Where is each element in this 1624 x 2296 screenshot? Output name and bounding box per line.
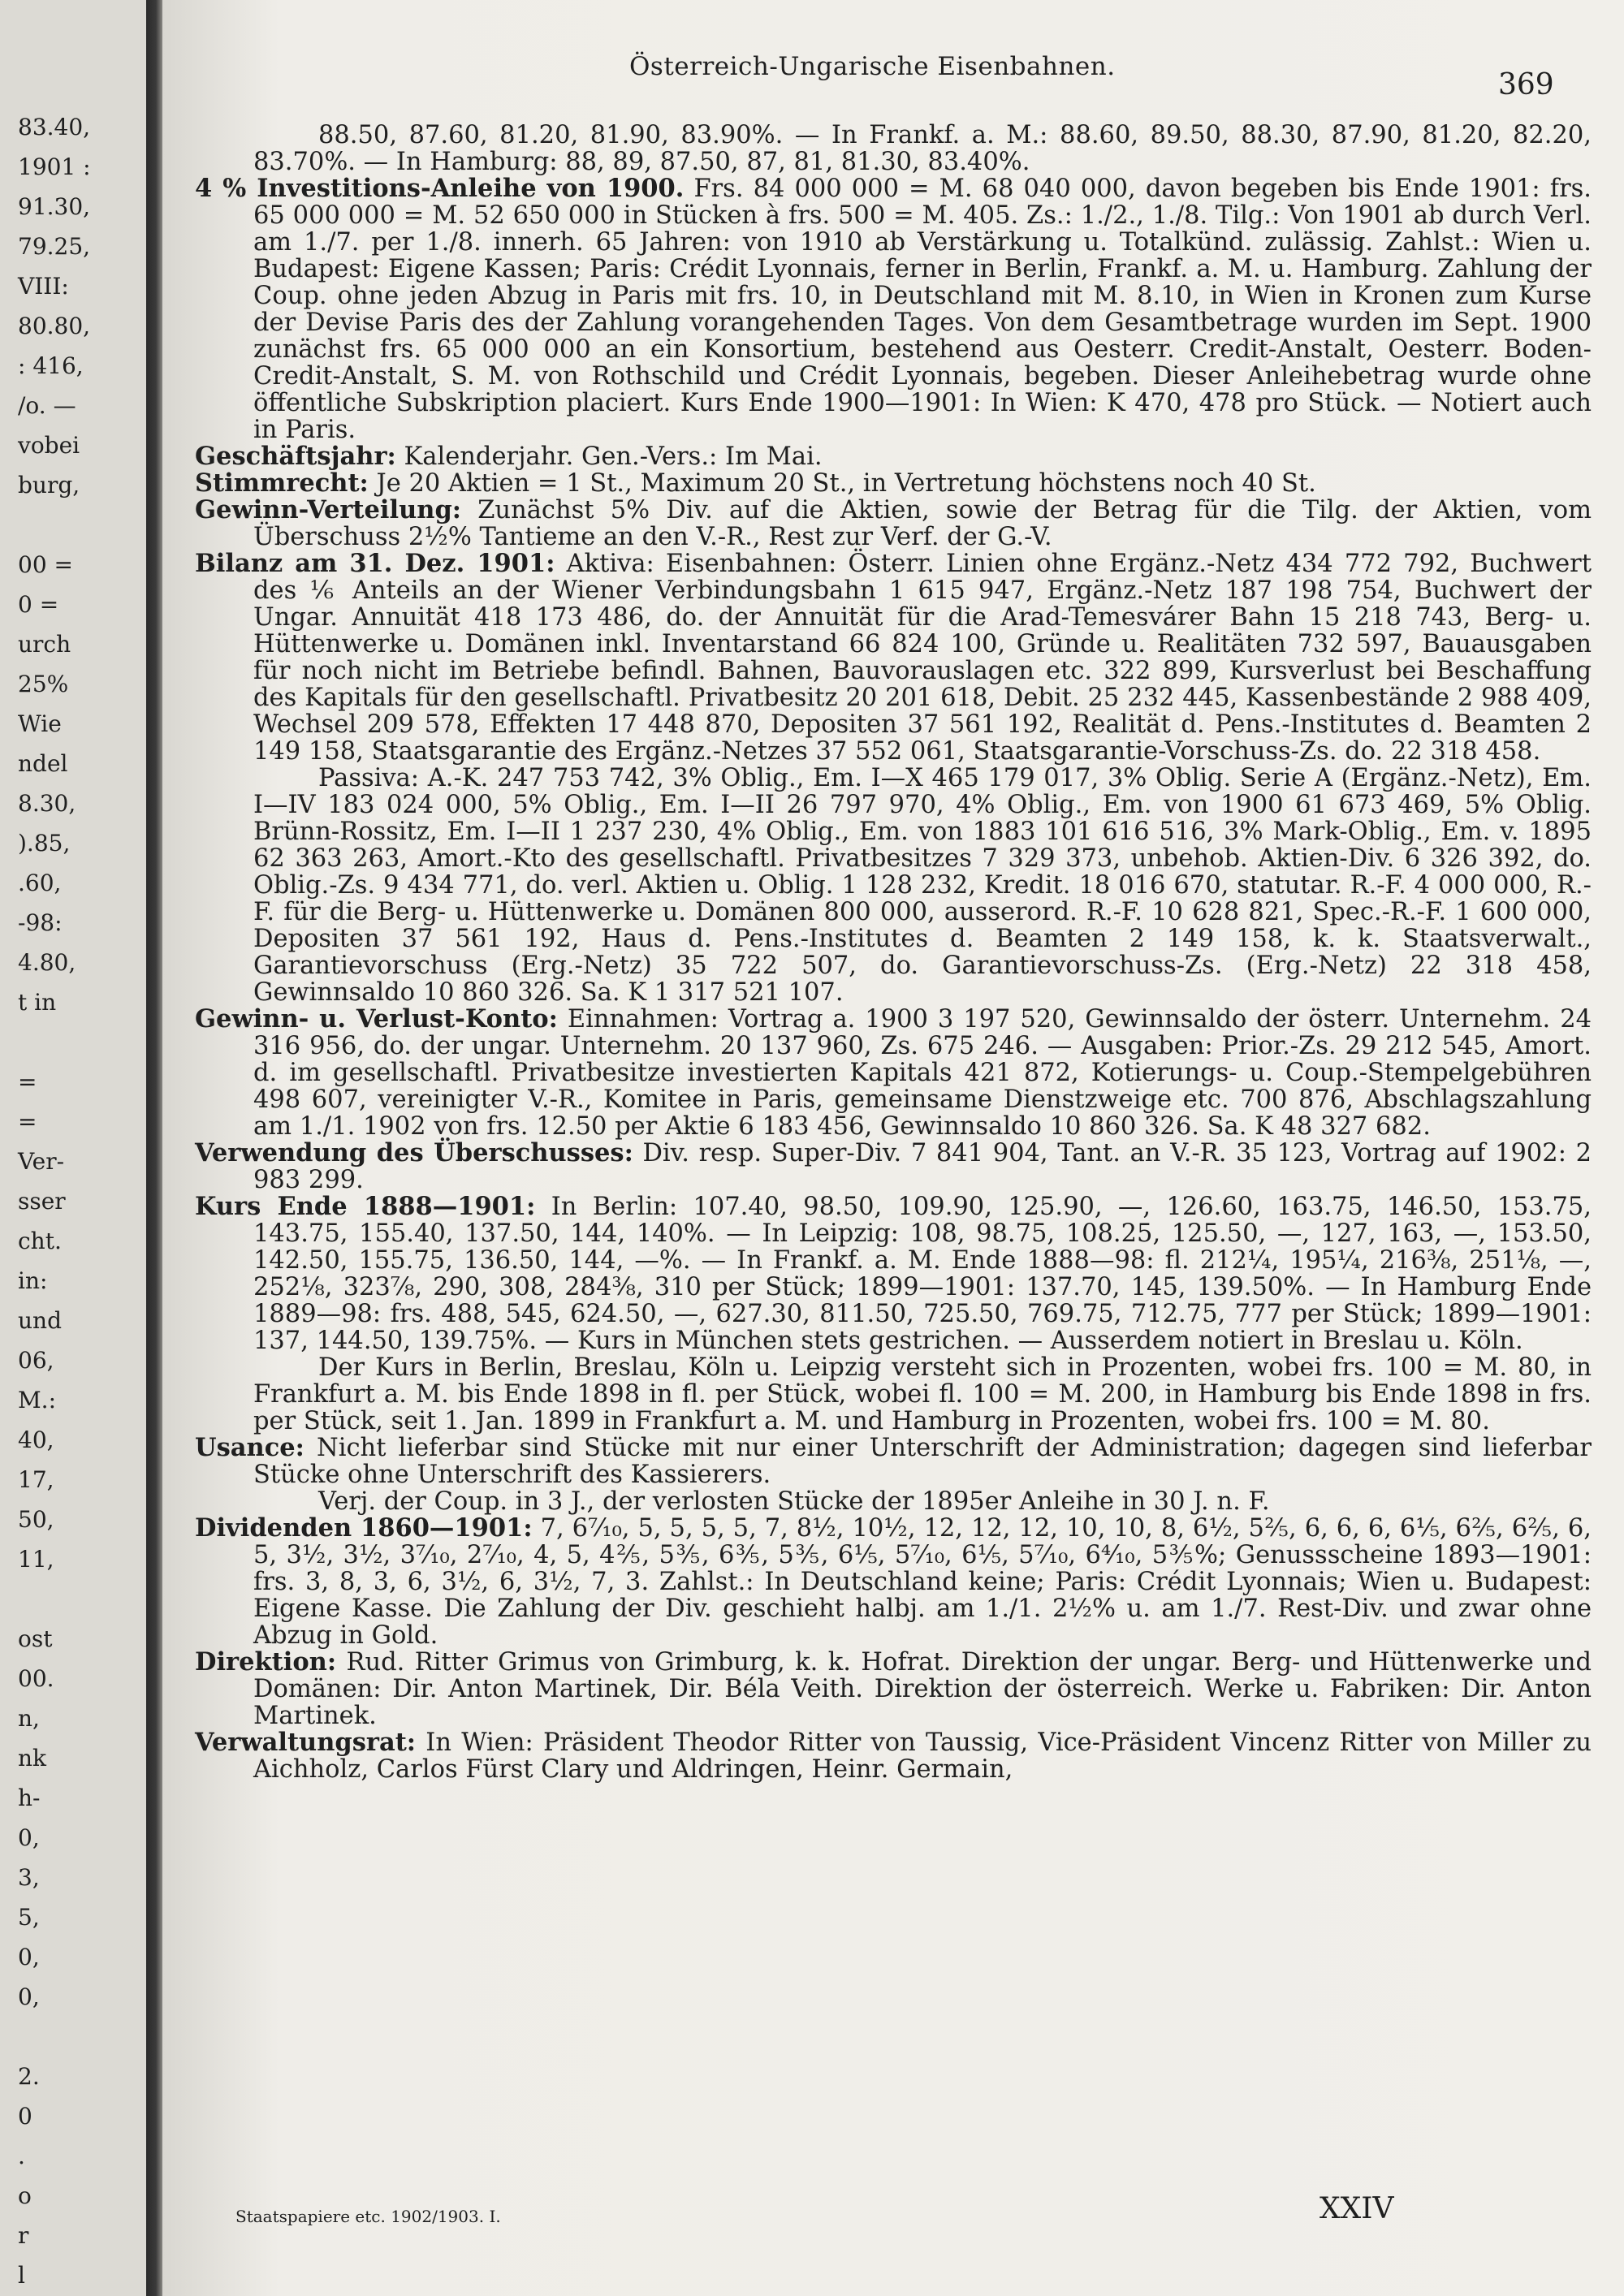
gutter-fragment: ).85, [18, 830, 71, 857]
paragraph-heading: Gewinn- u. Verlust-Konto: [195, 1004, 558, 1034]
gutter-fragment: burg, [18, 472, 80, 498]
paragraph-heading: Verwaltungsrat: [195, 1728, 417, 1757]
paragraph [195, 1193, 1592, 1354]
gutter-fragment: 5, [18, 1904, 40, 1931]
paragraph-text: Aktiva: Eisenbahnen: Österr. Linien ohne Ergänz.-Netz 434 772 792, Buchwert des ⅙ Anteils an der Wiener Verbindungsbahn 1 615 947, Ergänz.-Netz 187 198 754, Buchwert der Ungar. Annuität 418 173 486, do. der Annuität für die Arad-Temesvárer Bahn 15 218 743, Berg- u. Hüttenwerke u. Domänen inkl. Inventarstand 66 824 100, Gründe u. Realitäten 732 597, Bauausgaben für noch nicht im Betriebe befindl. Bahnen, Bauvorauslagen etc. 322 899, Kursverlust bei Beschaffung des Kapitals für den gesellschaftl. Privatbesitz 20 201 618, Debit. 25 232 445, Kassenbestände 2 988 409, Wechsel 209 578, Effekten 17 448 870, Depositen 37 561 192, Realität d. Pens.-Institutes d. Beamten 2 149 158, Staatsgarantie des Ergänz.-Netzes 37 552 061, Staatsgarantie-Vorschuss-Zs. do. 22 318 458. [253, 550, 1592, 766]
page-number: 369 [1498, 68, 1554, 101]
paragraph-text: Rud. Ritter Grimus von Grimburg, k. k. Hofrat. Direktion der ungar. Berg- und Hüttenwerke und Domänen: Dir. Anton Martinek, Dir. Béla Veith. Direktion der österreich. Werke u. Fabriken: Dir. Anton Martinek. [253, 1648, 1592, 1730]
paragraph-text: Div. resp. Super-Div. 7 841 904, Tant. an V.-R. 35 123, Vortrag auf 1902: 2 983 299. [253, 1139, 1592, 1194]
gutter-fragment: sser [18, 1188, 66, 1215]
gutter-fragment: 1901 : [18, 153, 91, 180]
paragraph-text: In Berlin: 107.40, 98.50, 109.90, 125.90, —, 126.60, 163.75, 146.50, 153.75, 143.75, 155.40, 137.50, 144, 140%. — In Leipzig: 108, 98.75, 108.25, 125.50, —, 127, 163, —, 153.50, 142.50, 155.75, 136.50, 144, —%. — In Frankf. a. M. Ende 1888—98: fl. 212¼, 195¼, 216⅜, 251⅛, —, 252⅛, 323⅞, 290, 308, 284⅜, 310 per Stück; 1899—1901: 137.70, 145, 139.50%. — In Hamburg Ende 1889—98: frs. 488, 545, 624.50, —, 627.30, 811.50, 725.50, 769.75, 712.75, 777 per Stück; 1899—1901: 137, 144.50, 139.75%. — Kurs in München stets gestrichen. — Ausserdem notiert in Breslau u. Köln. [253, 1193, 1592, 1355]
paragraph-text: Nicht lieferbar sind Stücke mit nur einer Unterschrift der Administration; dagegen sind lieferbar Stücke ohne Unterschrift des Kassierers. [253, 1434, 1592, 1489]
running-head: Österreich-Ungarische Eisenbahnen. [629, 52, 1116, 81]
gutter-fragment: 4.80, [18, 949, 76, 976]
gutter-fragment: 0 [18, 2103, 32, 2130]
gutter-fragment: -98: [18, 909, 63, 936]
paragraph [195, 1140, 1592, 1193]
gutter-fragment: nk [18, 1745, 46, 1772]
gutter-fragment: 00 = [18, 551, 73, 578]
paragraph-text: Einnahmen: Vortrag a. 1900 3 197 520, Gewinnsaldo der österr. Unternehm. 24 316 956, do. der ungar. Unternehm. 20 137 960, Zs. 675 246. — Ausgaben: Prior.-Zs. 29 212 545, Amort. d. im gesellschaftl. Privatbesitze investierten Kapitals 421 872, Kotierungs- u. Coup.-Stempelgebühren 498 607, vereinigter V.-R., Komitee in Paris, gemeinsame Dienstzweige etc. 700 876, Abschlagszahlung am 1./1. 1902 von frs. 12.50 per Aktie 6 183 456, Gewinnsaldo 10 860 326. Sa. K 48 327 682. [253, 1005, 1592, 1141]
gutter-fragment: 0, [18, 1983, 40, 2010]
gutter-fragment: 00. [18, 1665, 54, 1692]
paragraph-text: Verj. der Coup. in 3 J., der verlosten Stücke der 1895er Anleihe in 30 J. n. F. [318, 1487, 1270, 1516]
gutter-fragment: = [18, 1068, 37, 1095]
paragraph-heading: Stimmrecht: [195, 468, 369, 498]
paragraph-heading: Usance: [195, 1433, 304, 1462]
gutter-fragment: Ver- [18, 1148, 65, 1175]
paragraph-text: Zunächst 5% Div. auf die Aktien, sowie der Betrag für die Tilg. der Aktien, vom Überschuss 2½% Tantieme an den V.-R., Rest zur Verf. der G.-V. [253, 496, 1592, 551]
paragraph-text: In Wien: Präsident Theodor Ritter von Taussig, Vice-Präsident Vincenz Ritter von Miller zu Aichholz, Carlos Fürst Clary und Aldringen, Heinr. Germain, [253, 1728, 1592, 1784]
paragraph [195, 1649, 1592, 1729]
text-body [195, 122, 1592, 1783]
gutter-fragment: 0 = [18, 591, 59, 618]
paragraph [195, 470, 1592, 497]
page-footer [235, 2192, 1583, 2241]
gutter-fragment: 40, [18, 1426, 54, 1453]
gutter-fragment: vobei [18, 432, 80, 459]
gutter-fragment: Wie [18, 710, 62, 737]
paragraph [195, 1515, 1592, 1649]
gutter-fragment: l [18, 2262, 25, 2289]
paragraph-heading: Kurs Ende 1888—1901: [195, 1192, 536, 1221]
gutter-fragment: o [18, 2182, 32, 2209]
paragraph-text: Der Kurs in Berlin, Breslau, Köln u. Leipzig versteht sich in Prozenten, wobei frs. 100 = M. 80, in Frankfurt a. M. bis Ende 1898 in fl. per Stück, wobei fl. 100 = M. 200, in Hamburg bis Ende 1898 in frs. per Stück, seit 1. Jan. 1899 in Frankfurt a. M. und Hamburg in Prozenten, wobei frs. 100 = M. 80. [253, 1353, 1592, 1435]
gutter-fragment: : 416, [18, 352, 84, 379]
paragraph-text: Frs. 84 000 000 = M. 68 040 000, davon begeben bis Ende 1901: frs. 65 000 000 = M. 52 650 000 in Stücken à frs. 500 = M. 405. Zs.: 1./2., 1./8. Tilg.: Von 1901 ab durch Verl. am 1./7. per 1./8. innerh. 65 Jahren: von 1910 ab Verstärkung u. Totalkünd. zulässig. Zahlst.: Wien u. Budapest: Eigene Kassen; Paris: Crédit Lyonnais, ferner in Berlin, Frankf. a. M. u. Hamburg. Zahlung der Coup. ohne jeden Abzug in Paris mit frs. 10, in Deutschland mit M. 8.10, in Wien in Kronen zum Kurse der Devise Paris des der Zahlung vorangehenden Tages. Von dem Gesamtbetrage wurden im Sept. 1900 zunächst frs. 65 000 000 an ein Konsortium, bestehend aus Oesterr. Credit-Anstalt, Oesterr. Boden-Credit-Anstalt, S. M. von Rothschild und Crédit Lyonnais, begeben. Dieser Anleihebetrag wurde ohne öffentliche Subskription placiert. Kurs Ende 1900—1901: In Wien: K 470, 478 pro Stück. — Notiert auch in Paris. [253, 175, 1592, 444]
gutter-fragment: ndel [18, 750, 68, 777]
gutter-fragment: 3, [18, 1864, 40, 1891]
paragraph [195, 122, 1592, 175]
gutter-fragment: = [18, 1108, 37, 1135]
paragraph-heading: Gewinn-Verteilung: [195, 495, 462, 524]
gutter-fragment: 83.40, [18, 114, 91, 140]
gutter-fragment: 17, [18, 1466, 54, 1493]
gutter-fragment: 11, [18, 1546, 54, 1573]
gutter-fragment: n, [18, 1705, 40, 1732]
paragraph-heading: Geschäftsjahr: [195, 442, 396, 471]
gutter-fragment: M.: [18, 1387, 57, 1413]
gutter-fragment: 0, [18, 1944, 40, 1970]
paragraph-text: 88.50, 87.60, 81.20, 81.90, 83.90%. — In Frankf. a. M.: 88.60, 89.50, 88.30, 87.90, 81.20, 82.20, 83.70%. — In Hamburg: 88, 89, 87.50, 87, 81, 81.30, 83.40%. [253, 121, 1592, 176]
paragraph-text: Passiva: A.-K. 247 753 742, 3% Oblig., Em. I—X 465 179 017, 3% Oblig. Serie A (Ergänz.-Netz), Em. I—IV 183 024 000, 5% Oblig., Em. I—II 26 797 970, 4% Oblig., Em. von 1900 61 673 469, 5% Oblig. Brünn-Rossitz, Em. I—II 1 237 230, 4% Oblig., Em. von 1883 101 616 516, 3% Mark-Oblig., Em. v. 1895 62 363 263, Amort.-Kto des gesellschaftl. Privatbesitzes 7 329 373, unbehob. Aktien-Div. 6 326 392, do. Oblig.-Zs. 9 434 771, do. verl. Aktien u. Oblig. 1 128 232, Kredit. 18 016 670, statutar. R.-F. 4 000 000, R.-F. für die Berg- u. Hüttenwerke u. Domänen 800 000, ausserord. R.-F. 10 628 821, Spec.-R.-F. 1 600 000, Depositen 37 561 192, Haus d. Pens.-Institutes d. Beamten 2 149 158, k. k. Staatsverwalt., Garantievorschuss (Erg.-Netz) 35 722 507, do. Garantievorschuss-Zs. (Erg.-Netz) 22 318 458, Gewinnsaldo 10 860 326. Sa. K 1 317 521 107. [253, 764, 1592, 1007]
paragraph [195, 1354, 1592, 1435]
paragraph [195, 497, 1592, 550]
gutter-fragment: 06, [18, 1347, 54, 1374]
gutter-fragment: und [18, 1307, 62, 1334]
gutter-fragment: .60, [18, 870, 62, 896]
gutter-fragment: /o. — [18, 392, 76, 419]
paragraph-heading: 4 % Investitions-Anleihe von 1900. [195, 174, 685, 203]
paragraph [195, 443, 1592, 470]
footer-source: Staatspapiere etc. 1902/1903. I. [235, 2207, 501, 2226]
gutter-fragment: in: [18, 1267, 48, 1294]
book-spine [146, 0, 162, 2296]
gutter-fragment: h- [18, 1785, 41, 1811]
gutter-fragment: ost [18, 1625, 53, 1652]
paragraph [195, 1488, 1592, 1515]
gutter-fragment: cht. [18, 1228, 62, 1254]
gutter-fragment: VIII: [18, 273, 69, 300]
gutter-fragment: 50, [18, 1506, 54, 1533]
paragraph-text: Kalenderjahr. Gen.-Vers.: Im Mai. [404, 442, 823, 471]
gutter-fragment: 80.80, [18, 313, 91, 339]
previous-page-gutter [0, 0, 146, 2296]
gutter-fragment: r [18, 2222, 29, 2249]
paragraph-heading: Bilanz am 31. Dez. 1901: [195, 549, 555, 578]
gutter-fragment: 79.25, [18, 233, 91, 260]
paragraph [195, 765, 1592, 1006]
paragraph [195, 1729, 1592, 1783]
paragraph [195, 1006, 1592, 1140]
paragraph [195, 550, 1592, 765]
paragraph-text: Je 20 Aktien = 1 St., Maximum 20 St., in Vertretung höchstens noch 40 St. [376, 469, 1316, 498]
gutter-fragment: 8.30, [18, 790, 76, 817]
paragraph-heading: Direktion: [195, 1647, 337, 1677]
gutter-fragment: t in [18, 989, 57, 1016]
gutter-fragment: 2. [18, 2063, 40, 2090]
paragraph [195, 1435, 1592, 1488]
gutter-fragment: 91.30, [18, 193, 91, 220]
paragraph-heading: Dividenden 1860—1901: [195, 1513, 533, 1543]
signature-mark: XXIV [1320, 2192, 1394, 2225]
document-page [162, 0, 1624, 2296]
paragraph-heading: Verwendung des Überschusses: [195, 1138, 633, 1167]
paragraph [195, 175, 1592, 443]
paragraph-text: 7, 6⁷⁄₁₀, 5, 5, 5, 5, 7, 8½, 10½, 12, 12, 12, 10, 10, 8, 6½, 5⅖, 6, 6, 6, 6⅕, 6⅖, 6⅖, 6, 5, 3½, 3½, 3⁷⁄₁₀, 2⁷⁄₁₀, 4, 5, 4⅖, 5⅗, 6⅗, 5⅗, 6⅕, 5⁷⁄₁₀, 6⅕, 5⁷⁄₁₀, 6⁴⁄₁₀, 5⅗%; Genussscheine 1893—1901: frs. 3, 8, 3, 6, 3½, 6, 3½, 7, 3. Zahlst.: In Deutschland keine; Paris: Crédit Lyonnais; Wien u. Budapest: Eigene Kasse. Die Zahlung der Div. geschieht halbj. am 1./1. 2½% u. am 1./7. Rest-Div. und zwar ohne Abzug in Gold. [253, 1514, 1592, 1650]
gutter-fragment: 0, [18, 1824, 40, 1851]
gutter-fragment: . [18, 2143, 25, 2169]
gutter-fragment: urch [18, 631, 71, 658]
gutter-fragment: 25% [18, 671, 69, 697]
